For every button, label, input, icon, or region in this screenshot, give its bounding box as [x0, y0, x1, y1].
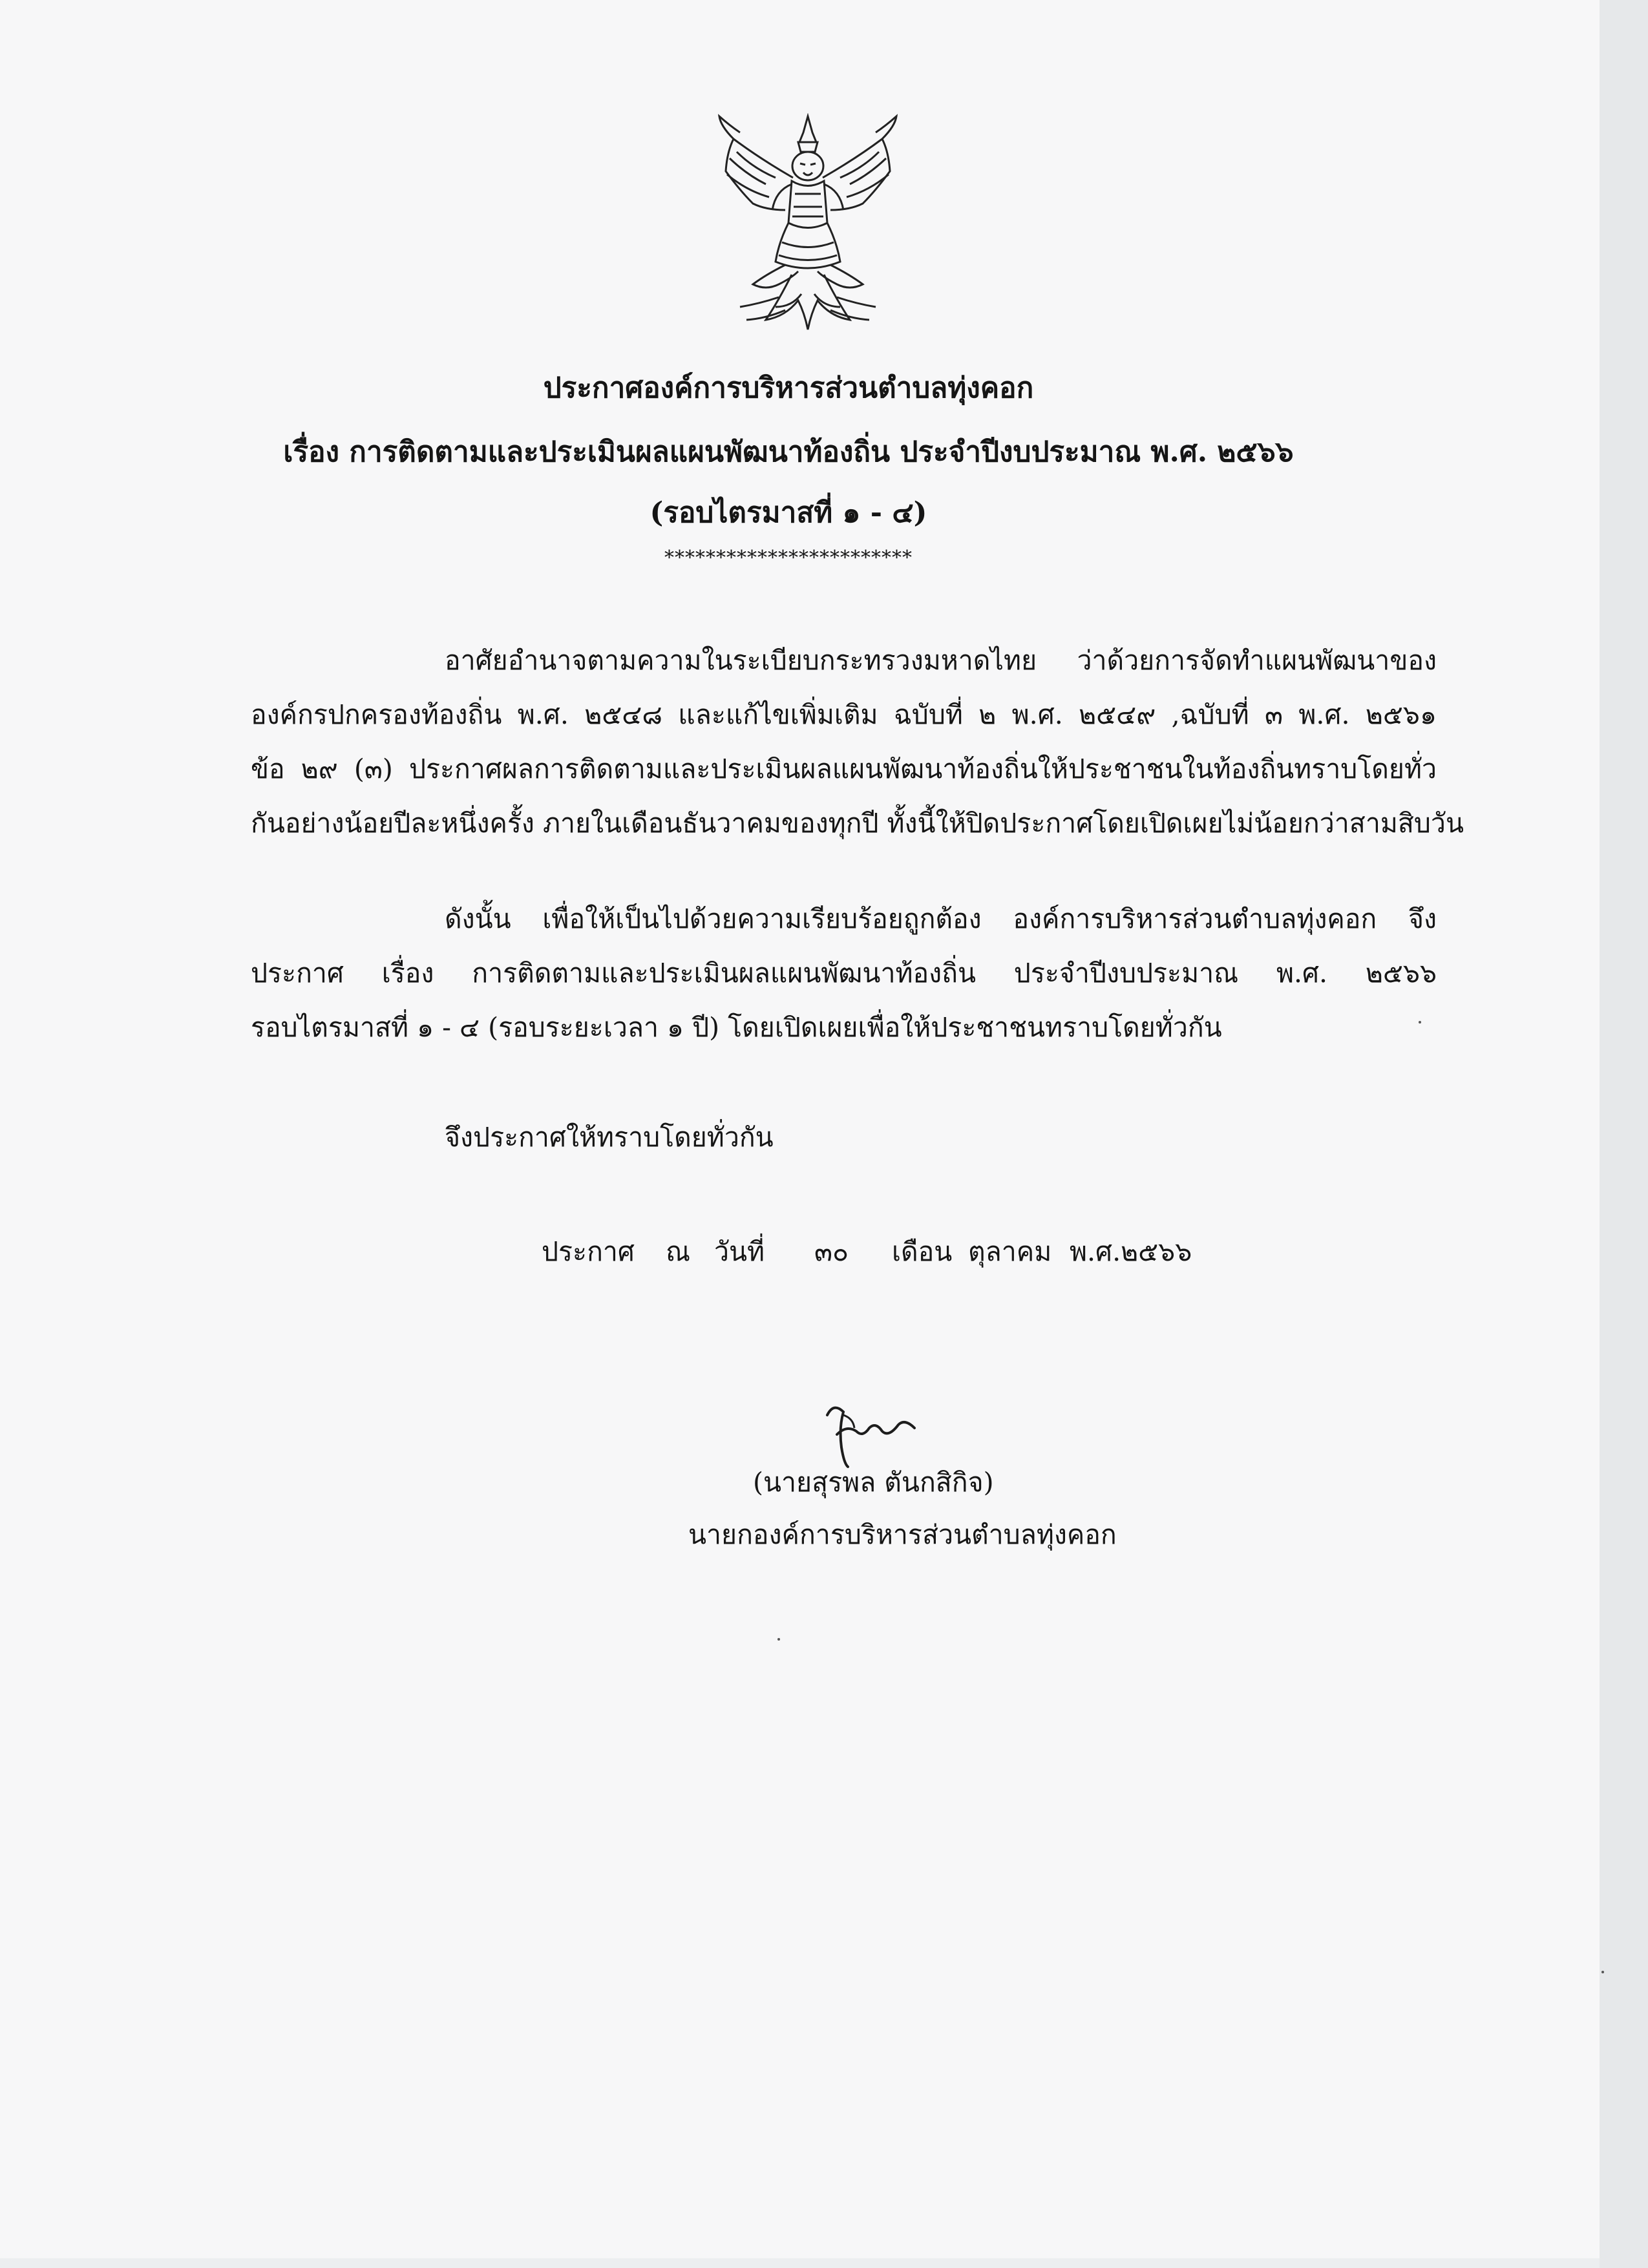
- date-month: ตุลาคม: [968, 1236, 1052, 1267]
- announcement-title: ประกาศองค์การบริหารส่วนตำบลทุ่งคอก: [543, 372, 1034, 404]
- scan-speck: [1419, 1021, 1421, 1024]
- para1-line1: อาศัยอำนาจตามความในระเบียบกระทรวงมหาดไทย ว่าด้วยการจัดทำแผนพัฒนาของ: [445, 645, 1437, 676]
- scan-speck: [777, 1638, 780, 1641]
- para2-line3: รอบไตรมาสที่ ๑ - ๔ (รอบระยะเวลา ๑ ปี) โดยเปิดเผยเพื่อให้ประชาชนทราบโดยทั่วกัน: [251, 1012, 1222, 1043]
- date-day-label: วันที่: [714, 1236, 765, 1267]
- para1-line3: ข้อ ๒๙ (๓) ประกาศผลการติดตามและประเมินผลแผนพัฒนาท้องถิ่นให้ประชาชนในท้องถิ่นทราบโดยทั่ว: [251, 753, 1437, 784]
- para1-line4: กันอย่างน้อยปีละหนึ่งครั้ง ภายในเดือนธันวาคมของทุกปี ทั้งนี้ให้ปิดประกาศโดยเปิดเผยไม่น้อยกว่าสามสิบวัน: [251, 808, 1464, 839]
- signatory-name: (นายสุรพล ตันกสิกิจ): [753, 1467, 994, 1498]
- para2-line2: ประกาศ เรื่อง การติดตามและประเมินผลแผนพัฒนาท้องถิ่น ประจำปีงบประมาณ พ.ศ. ๒๕๖๖: [251, 958, 1437, 989]
- date-at: ณ: [666, 1236, 691, 1267]
- announcement-subject: เรื่อง การติดตามและประเมินผลแผนพัฒนาท้องถิ่น ประจำปีงบประมาณ พ.ศ. ๒๕๖๖: [283, 436, 1294, 468]
- closing-statement: จึงประกาศให้ทราบโดยทั่วกัน: [445, 1122, 774, 1153]
- title-separator: ************************: [664, 547, 913, 569]
- signatory-position: นายกองค์การบริหารส่วนตำบลทุ่งคอก: [688, 1519, 1117, 1550]
- date-month-label: เดือน: [892, 1236, 953, 1267]
- date-year: พ.ศ.๒๕๖๖: [1070, 1236, 1192, 1267]
- para1-line2: องค์กรปกครองท้องถิ่น พ.ศ. ๒๕๔๘ และแก้ไขเพิ่มเติม ฉบับที่ ๒ พ.ศ. ๒๕๔๙ ,ฉบับที่ ๓ พ.ศ. ๒๕๖๑: [251, 699, 1437, 730]
- scan-speck: [1601, 1971, 1604, 1973]
- para2-line1: ดังนั้น เพื่อให้เป็นไปด้วยความเรียบร้อยถูกต้อง องค์การบริหารส่วนตำบลทุ่งคอก จึง: [445, 903, 1437, 934]
- announcement-period: (รอบไตรมาสที่ ๑ - ๔): [650, 496, 927, 529]
- date-announce-label: ประกาศ: [542, 1236, 635, 1267]
- garuda-emblem-icon: [714, 113, 902, 339]
- date-day: ๓๐: [814, 1236, 849, 1267]
